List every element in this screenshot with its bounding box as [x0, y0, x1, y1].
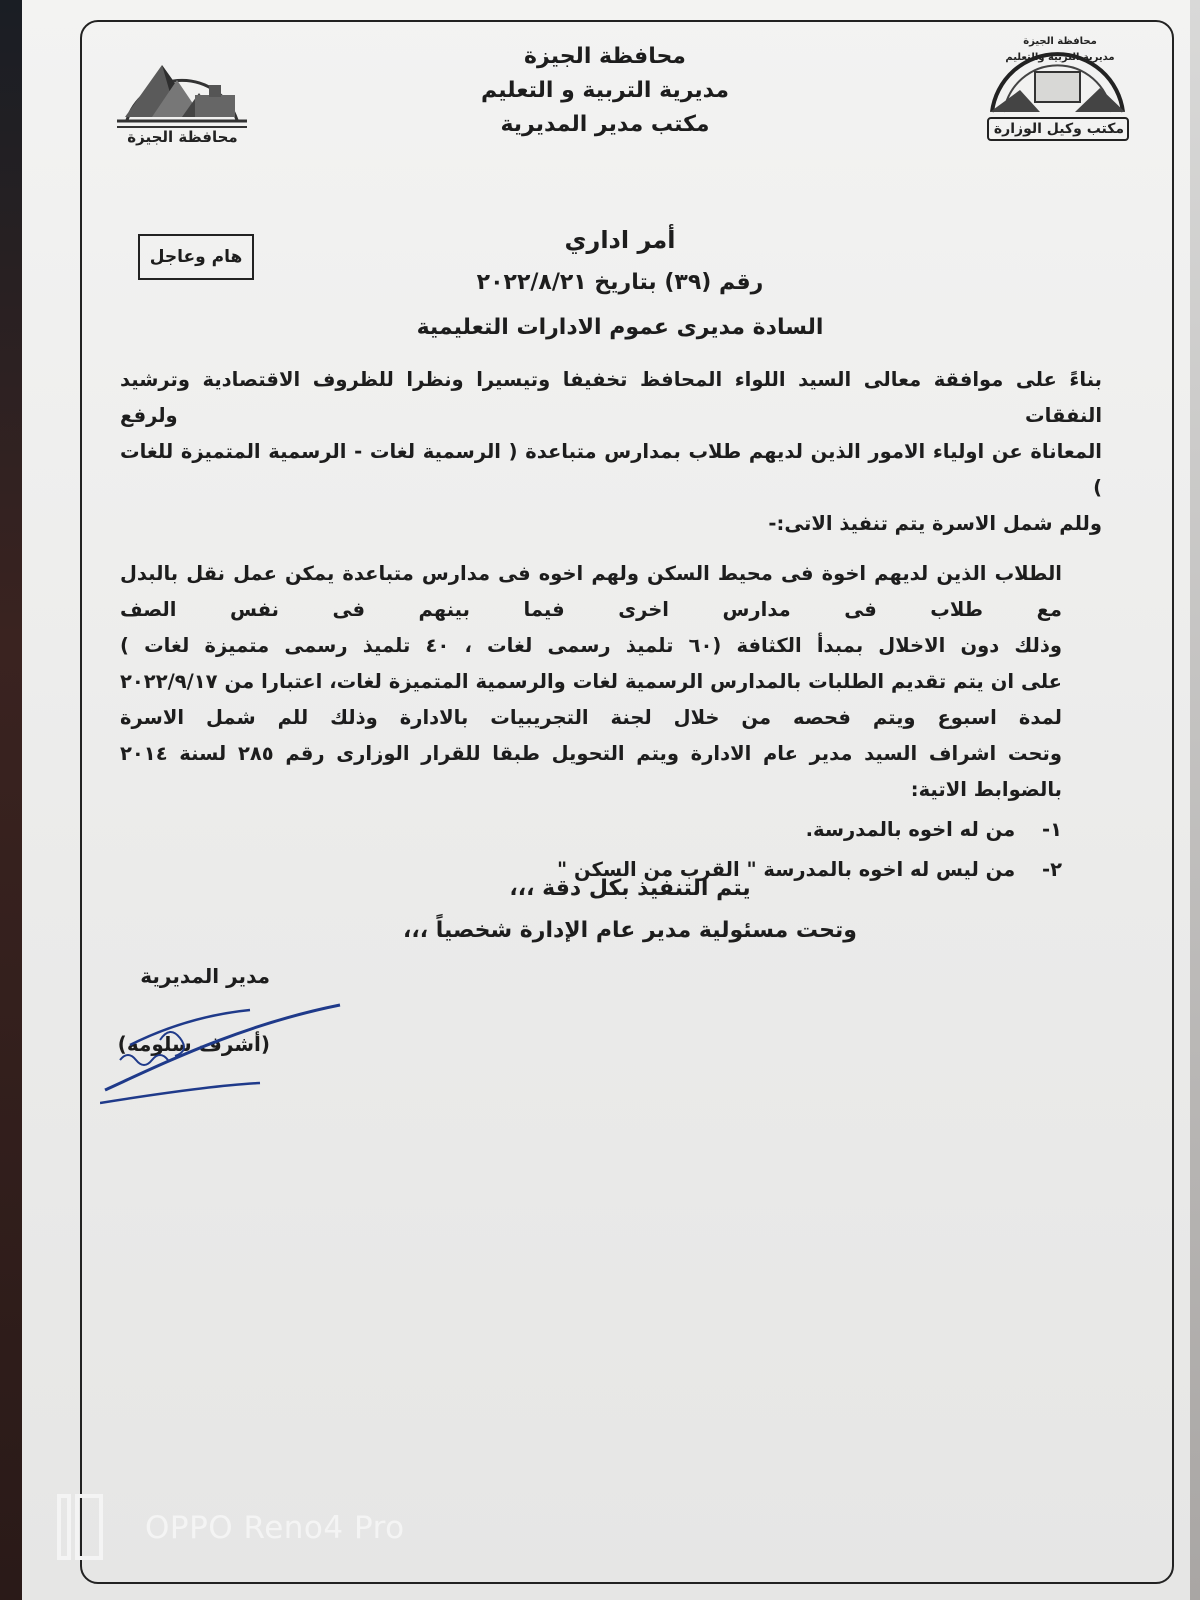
rule-number: ٢-: [1042, 858, 1062, 881]
intro-line: المعاناة عن اولياء الامور الذين لديهم طلاب بمدارس متباعدة ( الرسمية لغات - الرسمية المتميزة للغات ): [120, 440, 1102, 499]
main-line: وذلك دون الاخلال بمبدأ الكثافة (٦٠ تلميذ رسمى لغات ، ٤٠ تلميذ رسمى متميزة لغات ): [120, 634, 1062, 657]
directorate-name: مديرية التربية و التعليم: [481, 78, 729, 103]
letterhead: [440, 40, 770, 142]
order-title-block: [300, 220, 940, 350]
main-line: على ان يتم تقديم الطلبات بالمدارس الرسمية لغات والرسمية المتميزة لغات، اعتبارا من ٢٠٢٢/٩/١٧: [120, 670, 1062, 693]
order-addressee: السادة مديرى عموم الادارات التعليمية: [416, 315, 824, 340]
office-name: مكتب مدير المديرية: [500, 112, 710, 137]
main-line: بالضوابط الاتية:: [910, 778, 1062, 801]
main-line: الطلاب الذين لديهم اخوة فى محيط السكن ولهم اخوه فى مدارس متباعدة يمكن عمل نقل بالبدل: [120, 562, 1062, 585]
closing-block: [380, 868, 880, 952]
left-logo-caption: محافظة الجيزة: [127, 128, 238, 146]
closing-line: وتحت مسئولية مدير عام الإدارة شخصياً ،،،: [403, 918, 857, 943]
governorate-name: محافظة الجيزة: [524, 44, 686, 69]
main-line: لمدة اسبوع ويتم فحصه من خلال لجنة التجريبيات بالادارة وذلك للم شمل الاسرة: [120, 706, 1062, 729]
camera-brand-icon: [55, 1492, 105, 1562]
list-item: [120, 810, 1102, 850]
right-logo-text-line1: محافظة الجيزة: [1023, 36, 1097, 47]
main-line: مع طلاب فى مدارس اخرى فيما بينهم فى نفس الصف: [120, 598, 1062, 621]
rule-text: من له اخوه بالمدرسة.: [805, 818, 1016, 841]
signatory-name: (أشرف سلومه): [117, 1032, 270, 1056]
watermark-text: OPPO Reno4 Pro: [145, 1510, 405, 1546]
rule-text: من ليس له اخوه بالمدرسة " القرب من السكن ": [557, 858, 1016, 881]
main-line: وتحت اشراف السيد مدير عام الادارة ويتم التحويل طبقا للقرار الوزارى رقم ٢٨٥ لسنة ٢٠١٤: [120, 742, 1063, 765]
order-title: أمر اداري: [564, 226, 676, 254]
closing-line: يتم التنفيذ بكل دقة ،،،: [509, 876, 751, 901]
urgent-box: هام وعاجل: [138, 234, 254, 280]
intro-line: وللم شمل الاسرة يتم تنفيذ الاتى:-: [768, 512, 1102, 535]
rule-number: ١-: [1042, 818, 1062, 841]
right-logo-text-line2: مديرية التربية والتعليم: [1005, 52, 1115, 63]
right-logo-caption: مكتب وكيل الوزارة: [993, 121, 1125, 137]
intro-line: بناءً على موافقة معالى السيد اللواء المحافظ تخفيفا وتيسيرا ونظرا للظروف الاقتصادية وترشيد النفقات ولرفع: [120, 368, 1102, 427]
order-number-date: رقم (٣٩) بتاريخ ٢٠٢٢/٨/٢١: [476, 270, 764, 295]
handwritten-signature: [100, 985, 350, 1105]
signatory-title: مدير المديرية: [140, 964, 270, 988]
order-body: [120, 362, 1102, 890]
